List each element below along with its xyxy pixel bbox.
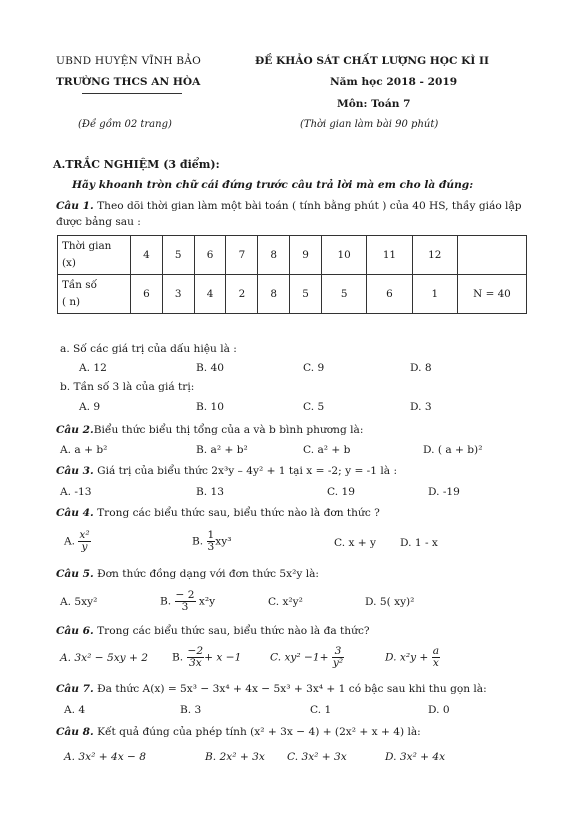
time-note: (Thời gian làm bài 90 phút) <box>300 119 439 130</box>
department-name: UBND HUYỆN VĨNH BẢO <box>56 55 202 67</box>
answer-option[interactable]: A. 9 <box>79 401 101 413</box>
fraction-denominator: x <box>432 657 439 669</box>
answer-option[interactable]: C. 9 <box>303 362 325 374</box>
q1-label: Câu 1. <box>56 200 94 212</box>
answer-option[interactable] <box>385 646 440 669</box>
q5-body: Đơn thức đồng dạng với đơn thức 5x²y là: <box>93 568 320 580</box>
fraction-denominator: y² <box>332 657 344 669</box>
q5-text <box>56 568 319 580</box>
option-head: D. x²y + <box>385 651 429 664</box>
answer-option[interactable]: B. a² + b² <box>196 444 248 456</box>
q4-text <box>56 507 380 519</box>
option-letter: B. <box>172 651 184 664</box>
q3-body: Giá trị của biểu thức 2x³y – 4y² + 1 tại x = -2; y = -1 là : <box>93 465 398 477</box>
fraction <box>207 530 216 553</box>
fraction <box>332 646 344 669</box>
table-cell: 4 <box>194 275 226 314</box>
q2-text <box>56 424 363 436</box>
q7-label: Câu 7. <box>56 683 94 695</box>
school-year: Năm học 2018 - 2019 <box>330 76 458 88</box>
option-letter: B. <box>192 535 204 548</box>
answer-option[interactable] <box>192 530 232 553</box>
answer-option[interactable]: A. 12 <box>79 362 107 374</box>
q8-text <box>56 726 421 738</box>
q8-label: Câu 8. <box>56 726 94 738</box>
q1-text-2: được bảng sau : <box>56 216 141 228</box>
table-cell: 10 <box>321 236 366 275</box>
section-a-instruction: Hãy khoanh tròn chữ cái đứng trước câu trả lời mà em cho là đúng: <box>72 179 474 191</box>
table-cell: 6 <box>131 275 163 314</box>
table-cell: 5 <box>321 275 366 314</box>
fraction-denominator: y <box>81 541 88 553</box>
frequency-table <box>57 235 527 314</box>
answer-option[interactable]: A. -13 <box>60 486 92 498</box>
fraction-denominator: 3 <box>181 601 189 613</box>
row-label-unit: (x) <box>62 257 76 269</box>
fraction <box>78 530 90 553</box>
q2-label: Câu 2. <box>56 424 94 436</box>
table-cell <box>58 275 131 314</box>
exam-title: ĐỀ KHẢO SÁT CHẤT LƯỢNG HỌC KÌ II <box>255 55 489 67</box>
table-cell <box>58 236 131 275</box>
answer-option[interactable]: B. 10 <box>196 401 224 413</box>
q6-text <box>56 625 370 637</box>
answer-option[interactable]: A. 3x² + 4x − 8 <box>64 751 147 763</box>
answer-option[interactable]: C. 5 <box>303 401 325 413</box>
fraction-denominator: 3x <box>188 657 202 669</box>
row-label: Tần số <box>62 279 97 291</box>
fraction-numerator: −2 <box>187 645 204 657</box>
table-cell: 5 <box>162 236 194 275</box>
table-row <box>58 236 527 275</box>
table-cell: 5 <box>290 275 322 314</box>
answer-option[interactable]: A. 5xy² <box>60 596 98 608</box>
option-head: C. xy² −1+ <box>270 651 329 664</box>
answer-option[interactable]: B. 13 <box>196 486 224 498</box>
answer-option[interactable]: D. 1 - x <box>400 537 438 549</box>
answer-option[interactable] <box>172 646 241 669</box>
answer-option[interactable]: D. -19 <box>428 486 460 498</box>
answer-option[interactable]: D. 3 <box>410 401 432 413</box>
q4-label: Câu 4. <box>56 507 94 519</box>
section-a-title: A.TRẮC NGHIỆM (3 điểm): <box>53 158 220 171</box>
answer-option[interactable] <box>160 590 215 613</box>
option-tail: xy³ <box>215 535 232 548</box>
q1-text <box>56 200 522 212</box>
table-cell: 1 <box>412 275 457 314</box>
table-cell: 6 <box>367 275 412 314</box>
answer-option[interactable] <box>270 646 344 669</box>
q5-label: Câu 5. <box>56 568 94 580</box>
table-row <box>58 275 527 314</box>
fraction <box>432 646 440 669</box>
fraction-numerator: a <box>432 645 440 657</box>
table-cell: 3 <box>162 275 194 314</box>
answer-option[interactable]: D. 0 <box>428 704 450 716</box>
row-label-unit: ( n) <box>62 296 81 308</box>
q4-body: Trong các biểu thức sau, biểu thức nào là đơn thức ? <box>93 507 380 519</box>
answer-option[interactable]: C. a² + b <box>303 444 351 456</box>
pages-note: (Đề gồm 02 trang) <box>78 119 172 130</box>
q6-label: Câu 6. <box>56 625 94 637</box>
answer-option[interactable]: C. x + y <box>334 537 377 549</box>
subject: Môn: Toán 7 <box>337 98 411 110</box>
q8-body: Kết quả đúng của phép tính (x² + 3x − 4) + (2x² + x + 4) là: <box>93 726 421 738</box>
q3-label: Câu 3. <box>56 465 94 477</box>
answer-option[interactable]: C. 1 <box>310 704 332 716</box>
q1-body: Theo dõi thời gian làm một bài toán ( tính bằng phút ) của 40 HS, thầy giáo lập <box>93 200 522 212</box>
q7-body: Đa thức A(x) = 5x³ − 3x⁴ + 4x − 5x³ + 3x⁴ + 1 có bậc sau khi thu gọn là: <box>93 683 487 695</box>
q2-body: Biểu thức biểu thị tổng của a và b bình phương là: <box>93 424 364 436</box>
table-cell: 12 <box>412 236 457 275</box>
q3-text <box>56 465 397 477</box>
table-cell <box>458 236 527 275</box>
school-name: TRƯỜNG THCS AN HÒA <box>56 76 201 88</box>
option-tail: x²y <box>195 595 216 608</box>
answer-option[interactable]: D. 5( xy)² <box>365 596 415 608</box>
table-cell: 11 <box>367 236 412 275</box>
answer-option[interactable]: A. 3x² − 5xy + 2 <box>60 652 149 664</box>
school-underline <box>82 93 182 94</box>
answer-option[interactable] <box>64 530 91 553</box>
answer-option[interactable]: A. a + b² <box>60 444 108 456</box>
q1-sub-b: b. Tần số 3 là của giá trị: <box>60 381 195 393</box>
fraction <box>187 646 205 669</box>
table-cell: N = 40 <box>458 275 527 314</box>
fraction <box>175 590 196 613</box>
answer-option[interactable]: D. 8 <box>410 362 432 374</box>
table-cell: 9 <box>290 236 322 275</box>
answer-option[interactable]: D. 3x² + 4x <box>385 751 446 763</box>
table-cell: 6 <box>194 236 226 275</box>
answer-option[interactable]: C. 19 <box>327 486 355 498</box>
answer-option[interactable]: D. ( a + b)² <box>423 444 483 456</box>
fraction-numerator: − 2 <box>175 589 195 601</box>
row-label: Thời gian <box>62 240 112 252</box>
table-cell: 8 <box>258 275 290 314</box>
option-tail: + x −1 <box>204 651 242 664</box>
table-cell: 8 <box>258 236 290 275</box>
option-letter: A. <box>64 535 76 548</box>
table-cell: 4 <box>131 236 163 275</box>
fraction-numerator: 1 <box>207 529 215 541</box>
answer-option[interactable]: B. 2x² + 3x <box>205 751 265 763</box>
option-letter: B. <box>160 595 172 608</box>
table-cell: 2 <box>226 275 258 314</box>
fraction-denominator: 3 <box>207 541 215 553</box>
fraction-numerator: 3 <box>332 646 344 658</box>
answer-option[interactable]: C. x²y² <box>268 596 303 608</box>
answer-option[interactable]: A. 4 <box>64 704 86 716</box>
q7-text <box>56 683 487 695</box>
table-cell: 7 <box>226 236 258 275</box>
fraction-numerator: x² <box>79 529 90 541</box>
answer-option[interactable]: B. 40 <box>196 362 224 374</box>
answer-option[interactable]: C. 3x² + 3x <box>287 751 347 763</box>
q1-sub-a: a. Số các giá trị của dấu hiệu là : <box>60 343 237 355</box>
q6-body: Trong các biểu thức sau, biểu thức nào là đa thức? <box>93 625 370 637</box>
answer-option[interactable]: B. 3 <box>180 704 202 716</box>
